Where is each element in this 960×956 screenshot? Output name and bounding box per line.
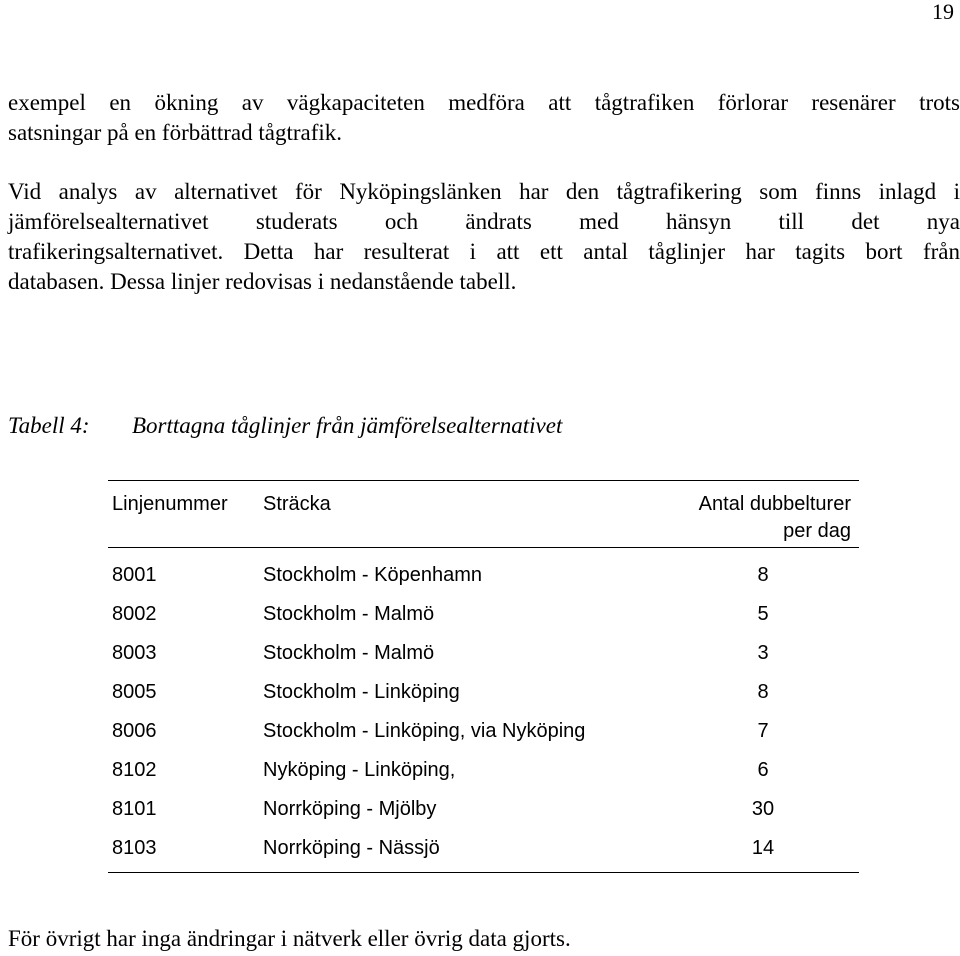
caption-label: Tabell 4: — [8, 413, 90, 438]
header-antal — [699, 491, 851, 545]
cell-linjenummer: 8102 — [112, 759, 157, 781]
cell-stracka: Stockholm - Malmö — [263, 603, 435, 625]
cell-antal: 8 — [757, 681, 769, 703]
cell-linjenummer: 8003 — [112, 642, 157, 664]
cell-linjenummer: 8001 — [112, 564, 157, 586]
header-antal-line2: per dag — [783, 520, 851, 542]
table-row — [108, 790, 859, 829]
header-stracka: Sträcka — [263, 493, 331, 515]
cell-antal: 5 — [757, 603, 769, 625]
cell-antal: 6 — [757, 759, 769, 781]
cell-stracka: Norrköping - Nässjö — [263, 837, 440, 859]
paragraph-line: trafikeringsalternativet. Detta har resulterat i att ett antal tåglinjer har tagits bort från — [8, 239, 960, 264]
cell-linjenummer: 8006 — [112, 720, 157, 742]
cell-antal: 30 — [751, 798, 775, 820]
cell-stracka: Stockholm - Köpenhamn — [263, 564, 483, 586]
table-row — [108, 712, 859, 751]
paragraph-line: exempel en ökning av vägkapaciteten medföra att tågtrafiken förlorar resenärer trots — [8, 90, 960, 115]
cell-linjenummer: 8002 — [112, 603, 157, 625]
paragraph-line: satsningar på en förbättrad tågtrafik. — [8, 120, 343, 145]
header-antal-line1: Antal dubbelturer — [698, 493, 851, 515]
cell-stracka: Norrköping - Mjölby — [263, 798, 437, 820]
paragraph-1 — [8, 88, 960, 148]
table-row — [108, 634, 859, 673]
cell-linjenummer: 8005 — [112, 681, 157, 703]
header-linjenummer: Linjenummer — [112, 493, 228, 515]
table-row — [108, 829, 859, 868]
cell-antal: 7 — [757, 720, 769, 742]
table-body — [108, 548, 859, 872]
caption-text: Borttagna tåglinjer från jämförelsealternativet — [132, 413, 563, 438]
paragraph-line: databasen. Dessa linjer redovisas i nedanstående tabell. — [8, 269, 517, 294]
table-row — [108, 751, 859, 790]
cell-linjenummer: 8103 — [112, 837, 157, 859]
paragraph-line: jämförelsealternativet studerats och ändrats med hänsyn till det nya — [8, 209, 960, 234]
table-row — [108, 673, 859, 712]
cell-stracka: Nyköping - Linköping, — [263, 759, 456, 781]
cell-antal: 14 — [751, 837, 775, 859]
cell-linjenummer: 8101 — [112, 798, 157, 820]
table-row — [108, 556, 859, 595]
removed-lines-table — [108, 480, 859, 873]
cell-antal: 3 — [757, 642, 769, 664]
table-header — [108, 481, 859, 548]
table-row — [108, 595, 859, 634]
closing-sentence: För övrigt har inga ändringar i nätverk eller övrig data gjorts. — [8, 926, 571, 951]
cell-stracka: Stockholm - Malmö — [263, 642, 435, 664]
cell-stracka: Stockholm - Linköping, via Nyköping — [263, 720, 586, 742]
cell-stracka: Stockholm - Linköping — [263, 681, 460, 703]
paragraph-line: Vid analys av alternativet för Nyköpingslänken har den tågtrafikering som finns inlagd i — [8, 179, 960, 204]
cell-antal: 8 — [757, 564, 769, 586]
page-number: 19 — [932, 0, 954, 24]
paragraph-2 — [8, 177, 960, 297]
